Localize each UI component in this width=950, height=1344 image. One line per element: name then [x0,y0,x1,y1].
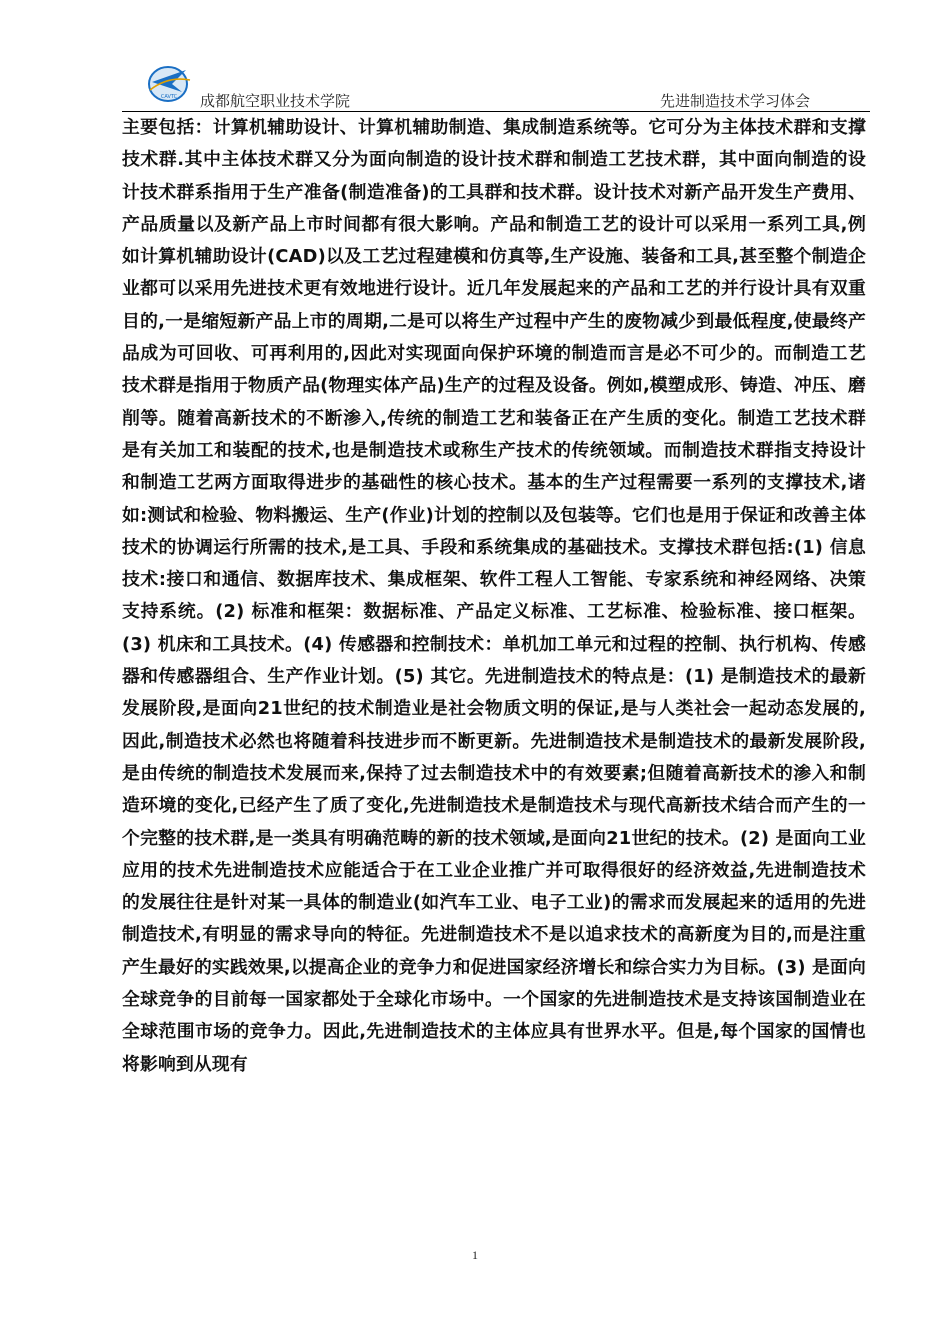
page-header [122,62,870,112]
document-title: 先进制造技术学习体会 [659,92,810,110]
body-paragraph: 主要包括：计算机辅助设计、计算机辅助制造、集成制造系统等。它可分为主体技术群和支撑技术群.其中主体技术群又分为面向制造的设计技术群和制造工艺技术群，其中面向制造的设计技术群系指用于生产准备(制造准备)的工具群和技术群。设计技术对新产品开发生产费用、产品质量以及新产品上市时间都有很大影响。产品和制造工艺的设计可以采用一系列工具,例如计算机辅助设计(CAD)以及工艺过程建模和仿真等,生产设施、装备和工具,甚至整个制造企业都可以采用先进技术更有效地进行设计。近几年发展起来的产品和工艺的并行设计具有双重目的,一是缩短新产品上市的周期,二是可以将生产过程中产生的废物减少到最低程度,使最终产品成为可回收、可再利用的,因此对实现面向保护环境的制造而言是必不可少的。而制造工艺技术群是指用于物质产品(物理实体产品)生产的过程及设备。例如,模塑成形、铸造、冲压、磨削等。随着高新技术的不断渗入,传统的制造工艺和装备正在产生质的变化。制造工艺技术群是有关加工和装配的技术,也是制造技术或称生产技术的传统领域。而制造技术群指支持设计和制造工艺两方面取得进步的基础性的核心技术。基本的生产过程需要一系列的支撑技术,诸如:测试和检验、物料搬运、生产(作业)计划的控制以及包装等。它们也是用于保证和改善主体技术的协调运行所需的技术,是工具、手段和系统集成的基础技术。支撑技术群包括:(1) 信息技术:接口和通信、数据库技术、集成框架、软件工程人工智能、专家系统和神经网络、决策支持系统。(2) 标准和框架：数据标准、产品定义标准、工艺标准、检验标准、接口框架。(3) 机床和工具技术。(4) 传感器和控制技术：单机加工单元和过程的控制、执行机构、传感器和传感器组合、生产作业计划。(5) 其它。先进制造技术的特点是：(1) 是制造技术的最新发展阶段,是面向21世纪的技术制造业是社会物质文明的保证,是与人类社会一起动态发展的,因此,制造技术必然也将随着科技进步而不断更新。先进制造技术是制造技术的最新发展阶段,是由传统的制造技术发展而来,保持了过去制造技术中的有效要素;但随着高新技术的渗入和制造环境的变化,已经产生了质了变化,先进制造技术是制造技术与现代高新技术结合而产生的一个完整的技术群,是一类具有明确范畴的新的技术领域,是面向21世纪的技术。(2) 是面向工业应用的技术先进制造技术应能适合于在工业企业推广并可取得很好的经济效益,先进制造技术的发展往往是针对某一具体的制造业(如汽车工业、电子工业)的需求而发展起来的适用的先进制造技术,有明显的需求导向的特征。先进制造技术不是以追求技术的高新度为目的,而是注重产生最好的实践效果,以提高企业的竞争力和促进国家经济增长和综合实力为目标。(3) 是面向全球竞争的目前每一国家都处于全球化市场中。一个国家的先进制造技术是支持该国制造业在全球范围市场的竞争力。因此,先进制造技术的主体应具有世界水平。但是,每个国家的国情也将影响到从现有 [122,117,866,1075]
school-name: 成都航空职业技术学院 [200,92,351,110]
svg-text:CAVTC: CAVTC [160,94,178,100]
page-number: 1 [472,1248,478,1262]
cavtc-logo-icon [146,62,192,104]
